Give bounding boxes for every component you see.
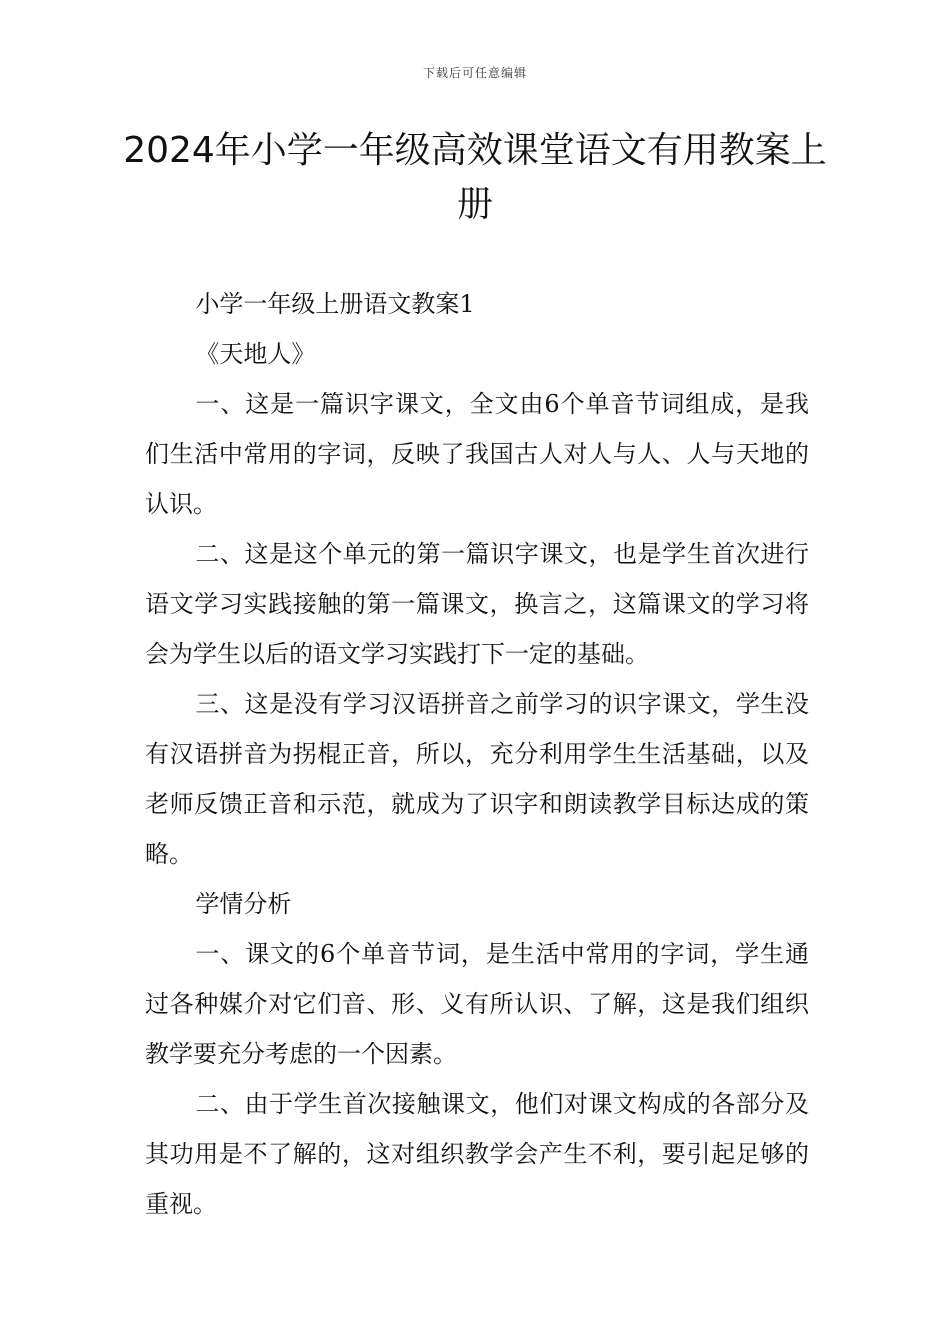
- paragraph-point-3: 三、这是没有学习汉语拼音之前学习的识字课文，学生没有汉语拼音为拐棍正音，所以，充分利用学生生活基础，以及老师反馈正音和示范，就成为了识字和朗读教学目标达成的策略。: [145, 690, 809, 868]
- paragraph-text-title: 《天地人》: [195, 340, 316, 368]
- paragraph-point-1: 一、这是一篇识字课文，全文由6个单音节词组成，是我们生活中常用的字词，反映了我国古人对人与人、人与天地的认识。: [145, 390, 809, 518]
- paragraph-lesson-heading: 小学一年级上册语文教案1: [195, 290, 475, 318]
- paragraph-section-heading: 学情分析: [195, 890, 292, 918]
- document-body: [145, 279, 809, 1229]
- paragraph-analysis-2: 二、由于学生首次接触课文，他们对课文构成的各部分及其功用是不了解的，这对组织教学会产生不利，要引起足够的重视。: [145, 1090, 809, 1218]
- document-title: 2024年小学一年级高效课堂语文有用教案上册: [123, 130, 827, 225]
- paragraph-point-2: 二、这是这个单元的第一篇识字课文，也是学生首次进行语文学习实践接触的第一篇课文，换言之，这篇课文的学习将会为学生以后的语文学习实践打下一定的基础。: [145, 540, 809, 668]
- paragraph-analysis-1: 一、课文的6个单音节词，是生活中常用的字词，学生通过各种媒介对它们音、形、义有所认识、了解，这是我们组织教学要充分考虑的一个因素。: [145, 940, 809, 1068]
- header-note: 下载后可任意编辑: [422, 66, 527, 80]
